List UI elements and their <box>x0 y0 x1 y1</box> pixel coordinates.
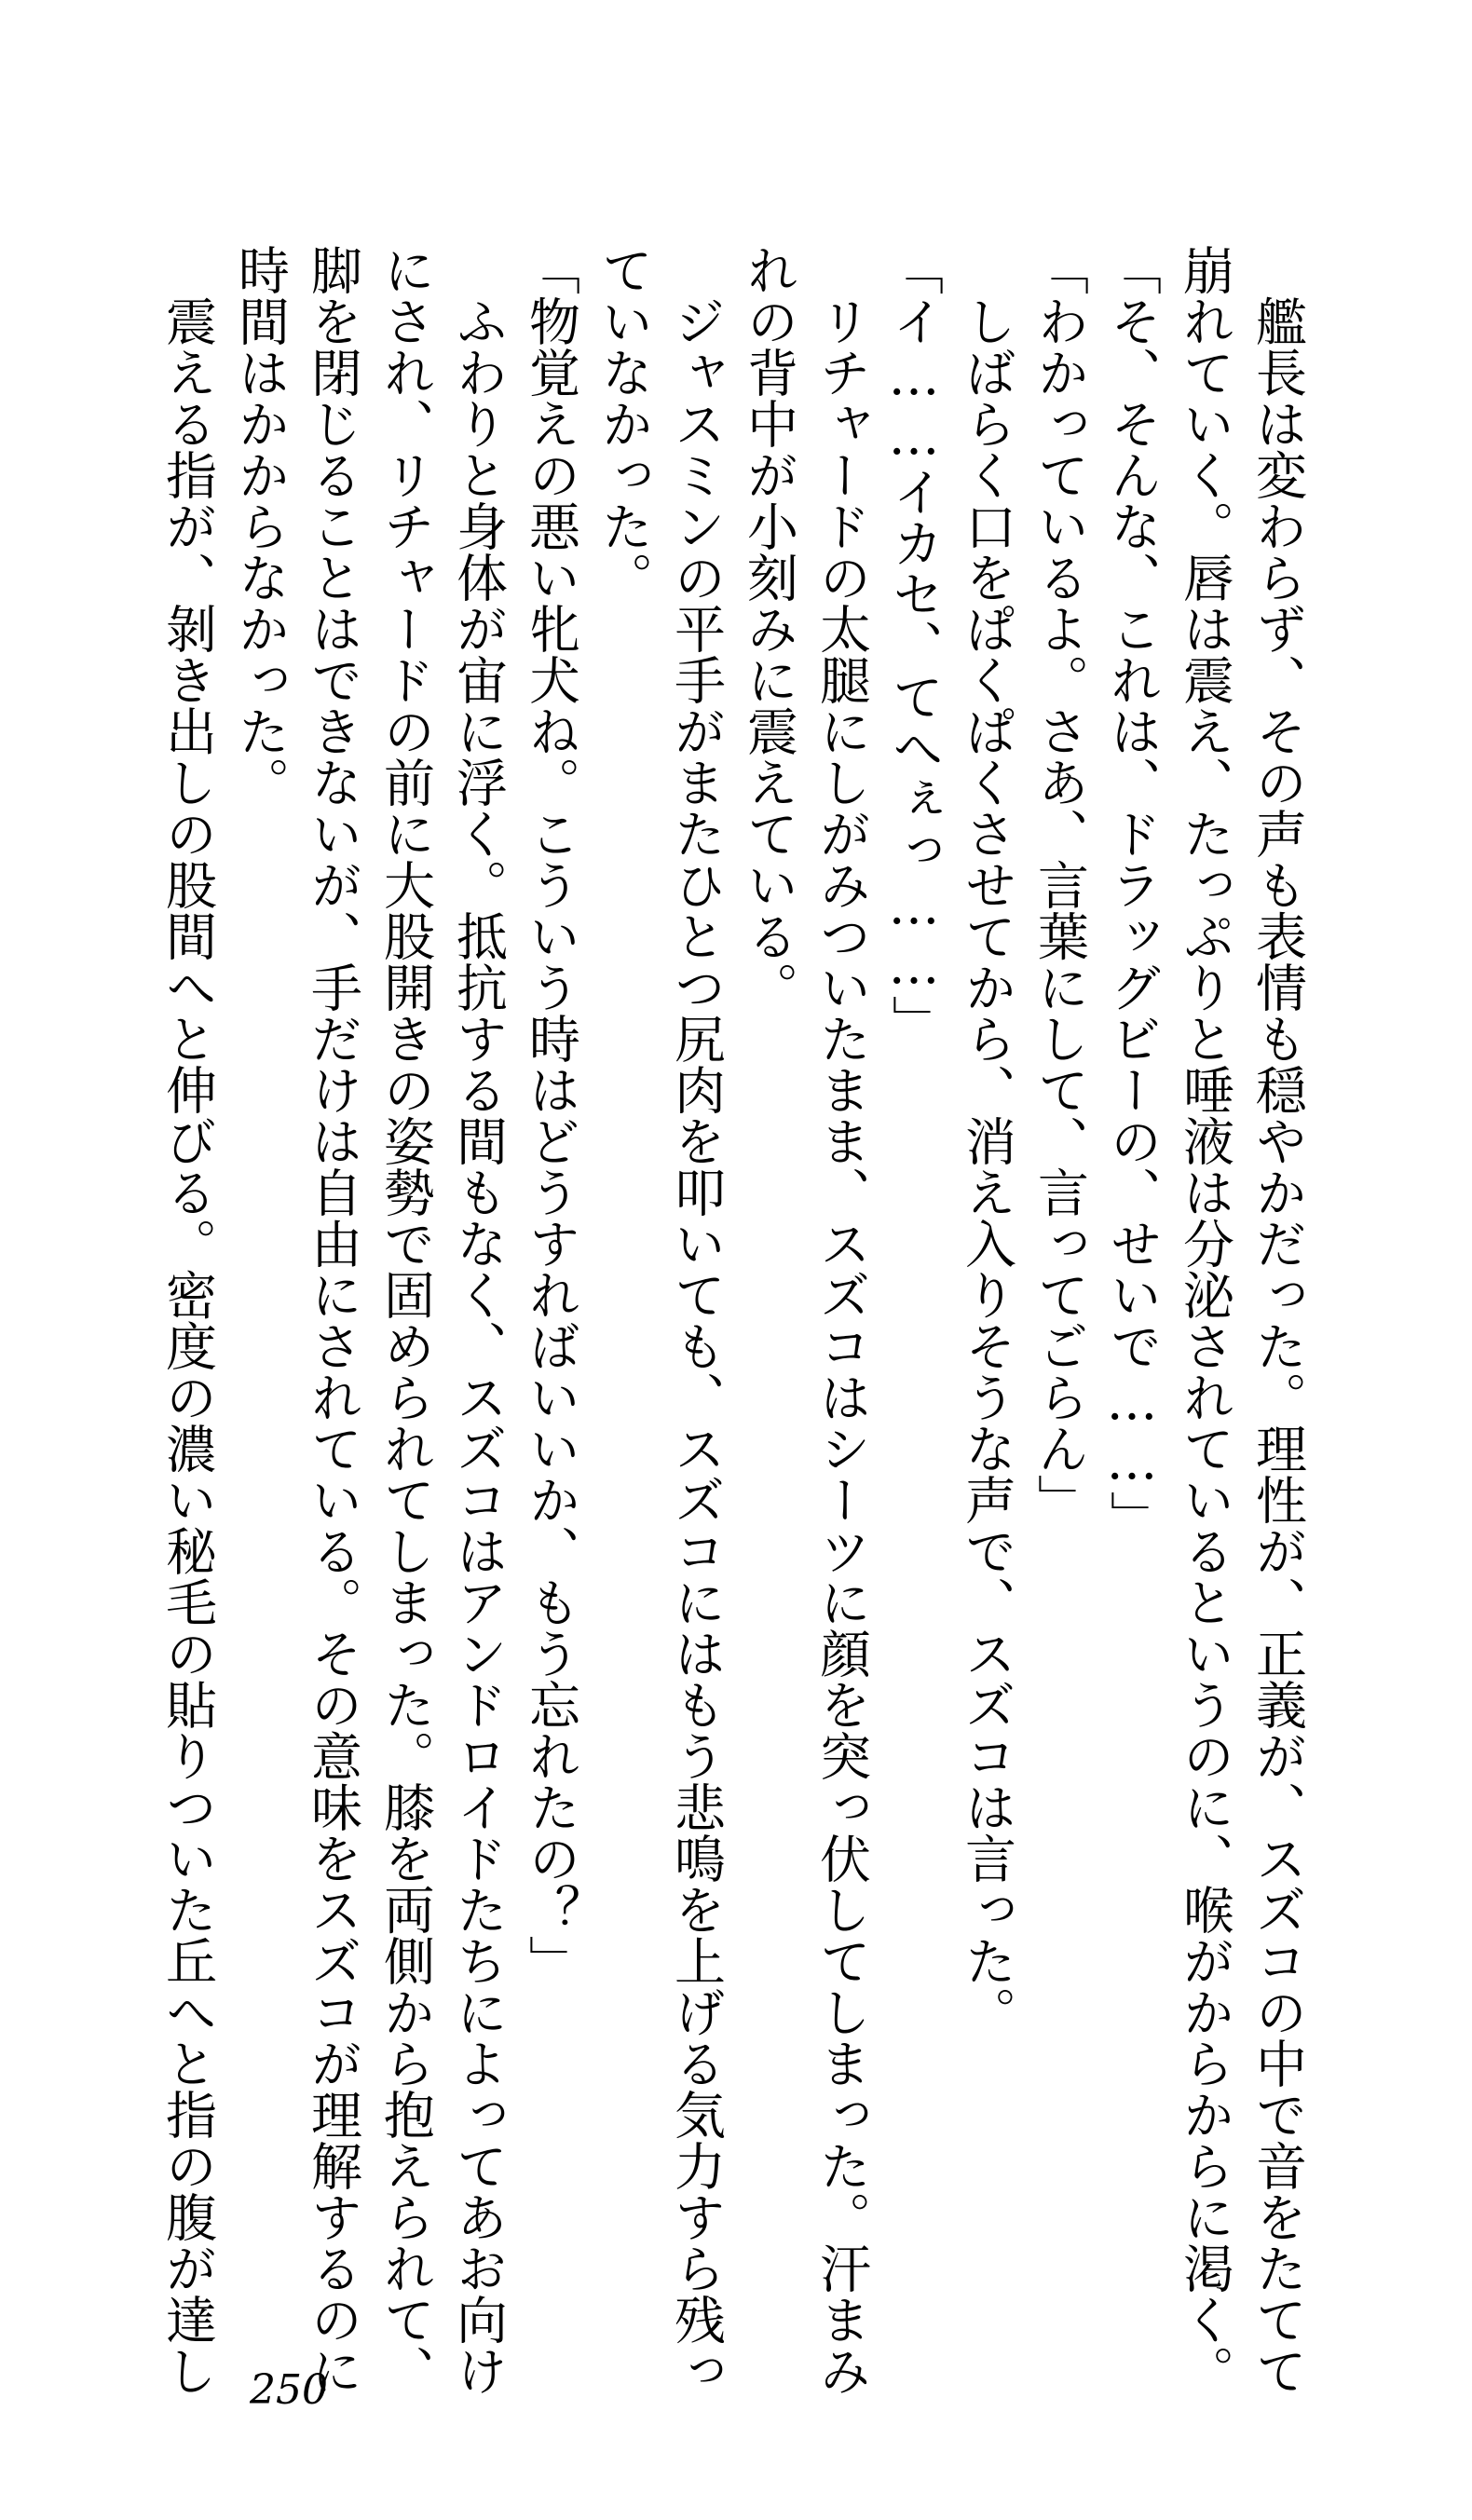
text-column-3: 「そ、そんな、これは、ドラッグビーの、せいで……」 <box>1102 244 1162 1542</box>
text-column-8: れの背中が小刻みに震えている。 <box>739 244 798 1013</box>
text-column-11: 「物覚えの悪い牝犬ね。こういう時はどうすればいいか、もう忘れたの？」 <box>521 244 580 1986</box>
text-column-16: 震える指が、剝き出しの股間へと伸びる。密度の濃い秘毛の貼りついた丘へと指の腹が達し <box>157 295 217 2396</box>
page-number: 250 <box>250 2366 328 2414</box>
text-column-2: 崩れていく。唇は震え、たっぷりと唾液は分泌されているというのに、喉がからからに渇く。 <box>1175 244 1234 2396</box>
text-column-15: 時間はかからなかった。 <box>230 244 290 808</box>
text-block <box>151 244 1314 2415</box>
text-column-6: 「イ……イカセ、てへぇっ……」 <box>884 244 944 1046</box>
text-column-13: にされ、リチャードの前に大股開きの姿勢で固められてしまった。膝を両側から抱えられて、 <box>375 244 435 2396</box>
text-column-7: リチャードの太腿にしがみついたまま、スズコはシーツに顔を突っ伏してしまった。汗まみ <box>811 295 871 2396</box>
text-column-12: ふわりと身体が宙に浮く。抵抗する間もなく、スズコはアンドロイドたちによってあお向け <box>448 295 508 2396</box>
text-column-10: ていなかった。 <box>593 244 653 603</box>
text-column-9: ジャスミンの平手がまたひとつ尻肉を叩いても、スズコにはもう悲鳴を上げる気力すら残っ <box>666 295 726 2396</box>
text-column-5: しばらく口をぱくぱくさせてから、消え入りそうな声で、スズコは言った。 <box>957 295 1016 2037</box>
text-column-14: 脚を閉じることはできないが、手だけは自由にされている。その意味をスズコが理解するのに <box>303 244 362 2396</box>
text-column-1: 艦長は変わらず、その声も表情も穏やかだった。理性が、正義が、スズコの中で音をたてて <box>1247 295 1307 2396</box>
text-column-4: 「わかっているよ。さあ、言葉にして、言ってごらん」 <box>1029 244 1089 1525</box>
